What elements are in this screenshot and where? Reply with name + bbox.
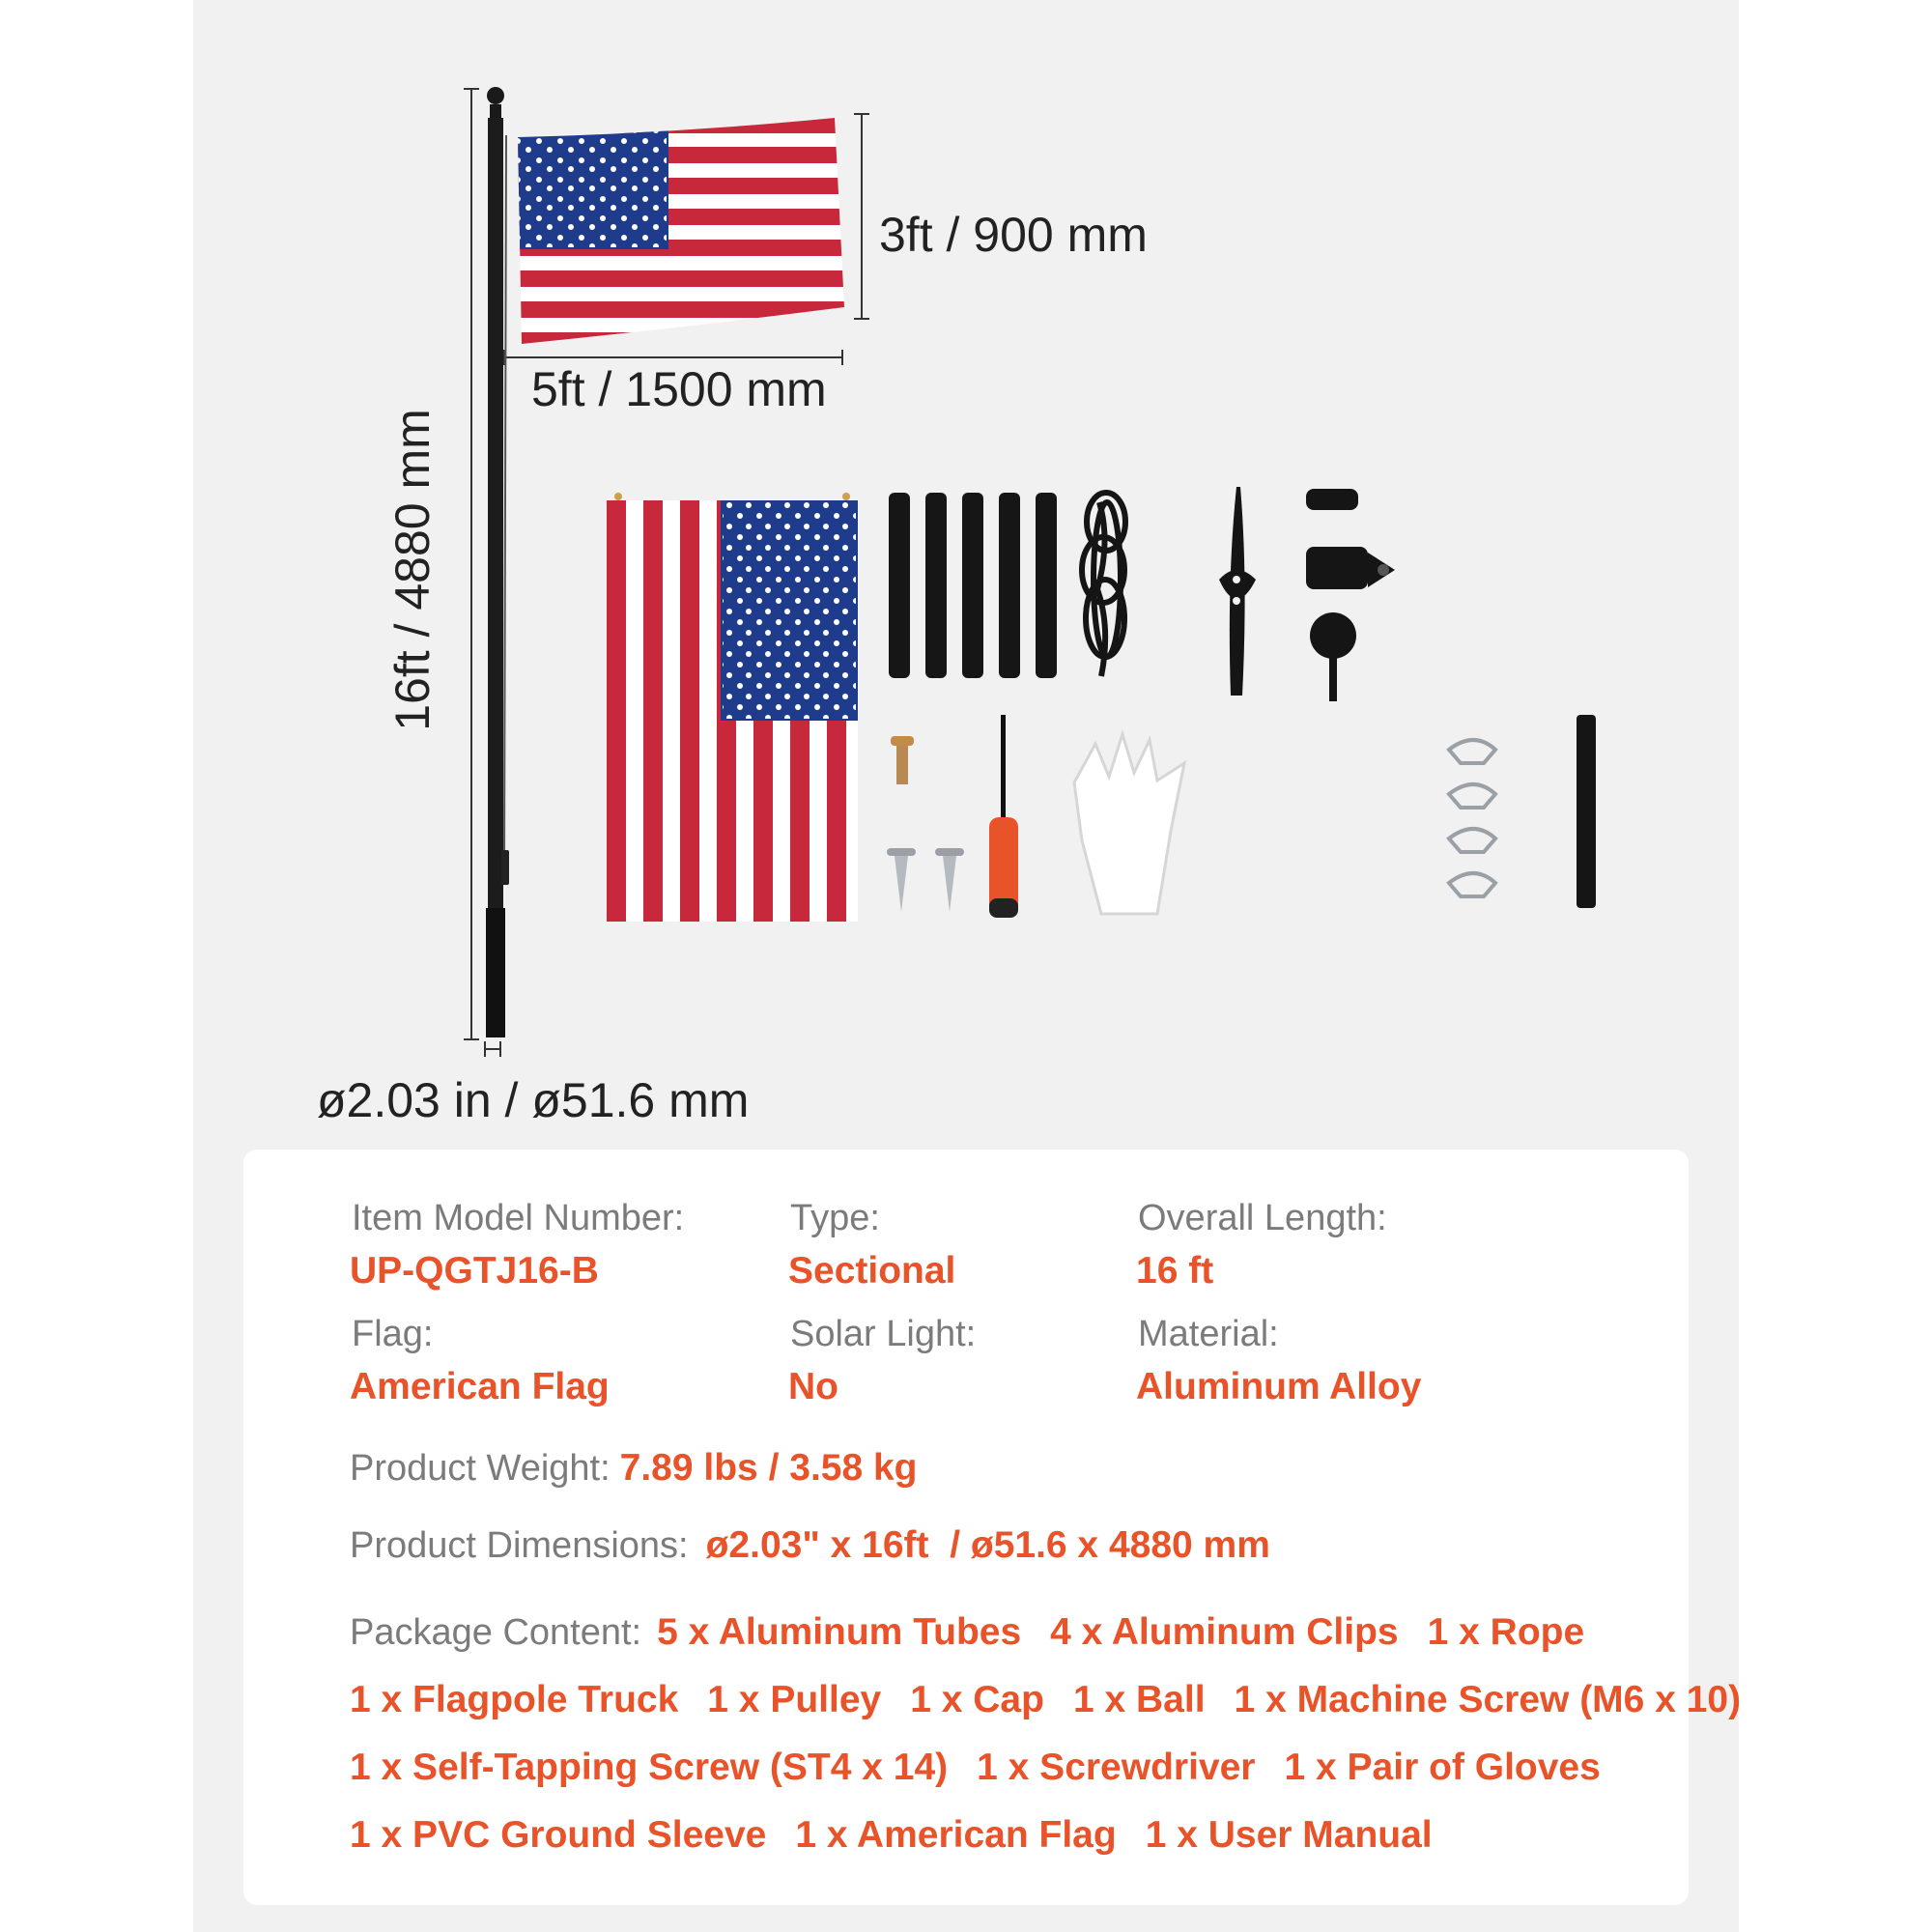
self-tapping-screws-item bbox=[887, 848, 964, 912]
type-value: Sectional bbox=[788, 1250, 956, 1292]
model-label: Item Model Number: bbox=[352, 1198, 685, 1238]
package-item: 1 x Pulley bbox=[707, 1679, 882, 1720]
pole-diameter-label: ø2.03 in / ø51.6 mm bbox=[317, 1073, 750, 1127]
package-item: 1 x Screwdriver bbox=[977, 1747, 1256, 1788]
pole-height-label-wrap bbox=[369, 396, 456, 744]
flag-height-dimension bbox=[854, 114, 869, 319]
spec-card bbox=[243, 1150, 1742, 1905]
material-label: Material: bbox=[1138, 1314, 1279, 1354]
dimensions-row bbox=[350, 1524, 1270, 1567]
rope-item bbox=[1082, 493, 1125, 676]
package-line-2 bbox=[350, 1679, 1770, 1721]
package-item: 5 x Aluminum Tubes bbox=[657, 1611, 1022, 1653]
solar-label: Solar Light: bbox=[790, 1314, 977, 1354]
american-flag-item bbox=[607, 493, 858, 922]
pole-height-dimension bbox=[464, 89, 479, 1039]
dimensions-label: Product Dimensions: bbox=[350, 1525, 689, 1566]
package-item: 1 x Machine Screw (M6 x 10) bbox=[1234, 1679, 1742, 1720]
flag-on-pole bbox=[512, 116, 860, 349]
package-item: 1 x Pair of Gloves bbox=[1284, 1747, 1601, 1788]
pulley-item bbox=[1306, 547, 1395, 589]
cap-item bbox=[1306, 489, 1358, 510]
weight-row bbox=[350, 1447, 918, 1490]
flag-width-label: 5ft / 1500 mm bbox=[531, 362, 827, 416]
type-label: Type: bbox=[790, 1198, 880, 1238]
package-line-4 bbox=[350, 1814, 1462, 1857]
flagpole bbox=[486, 87, 509, 1037]
package-item: 4 x Aluminum Clips bbox=[1050, 1611, 1399, 1653]
flag-value: American Flag bbox=[350, 1366, 610, 1407]
ball-item bbox=[1310, 612, 1356, 701]
package-item: 1 x PVC Ground Sleeve bbox=[350, 1814, 767, 1856]
weight-label: Product Weight: bbox=[350, 1448, 611, 1489]
screwdriver-item bbox=[989, 715, 1018, 918]
flag-height-label: 3ft / 900 mm bbox=[879, 208, 1148, 262]
aluminum-clips-item bbox=[1449, 740, 1495, 896]
gloves-item bbox=[1074, 734, 1184, 914]
product-canvas bbox=[193, 0, 1742, 1932]
package-item: 1 x American Flag bbox=[795, 1814, 1117, 1856]
package-line-1 bbox=[350, 1611, 1613, 1654]
package-label: Package Content: bbox=[350, 1612, 642, 1653]
package-item: 1 x Self-Tapping Screw (ST4 x 14) bbox=[350, 1747, 949, 1788]
package-line-3 bbox=[350, 1747, 1630, 1789]
cleat-item bbox=[1219, 487, 1256, 696]
package-item: 1 x Flagpole Truck bbox=[350, 1679, 679, 1720]
machine-screw-item bbox=[891, 736, 914, 784]
length-label: Overall Length: bbox=[1138, 1198, 1387, 1238]
length-value: 16 ft bbox=[1136, 1250, 1214, 1292]
flag-label: Flag: bbox=[352, 1314, 434, 1354]
package-item: 1 x Rope bbox=[1427, 1611, 1585, 1653]
model-value: UP-QGTJ16-B bbox=[350, 1250, 599, 1292]
package-item: 1 x User Manual bbox=[1145, 1814, 1433, 1856]
pole-height-label: 16ft / 4880 mm bbox=[385, 409, 440, 731]
package-item: 1 x Cap bbox=[910, 1679, 1044, 1720]
material-value: Aluminum Alloy bbox=[1136, 1366, 1422, 1407]
weight-value: 7.89 lbs / 3.58 kg bbox=[619, 1447, 918, 1489]
pole-diameter-dimension bbox=[485, 1041, 500, 1057]
dimensions-value: ø2.03" x 16ft / ø51.6 x 4880 mm bbox=[705, 1524, 1270, 1566]
aluminum-tubes-item bbox=[889, 493, 1057, 678]
package-item: 1 x Ball bbox=[1072, 1679, 1206, 1720]
ground-sleeve-item bbox=[1577, 715, 1596, 908]
solar-value: No bbox=[788, 1366, 838, 1407]
